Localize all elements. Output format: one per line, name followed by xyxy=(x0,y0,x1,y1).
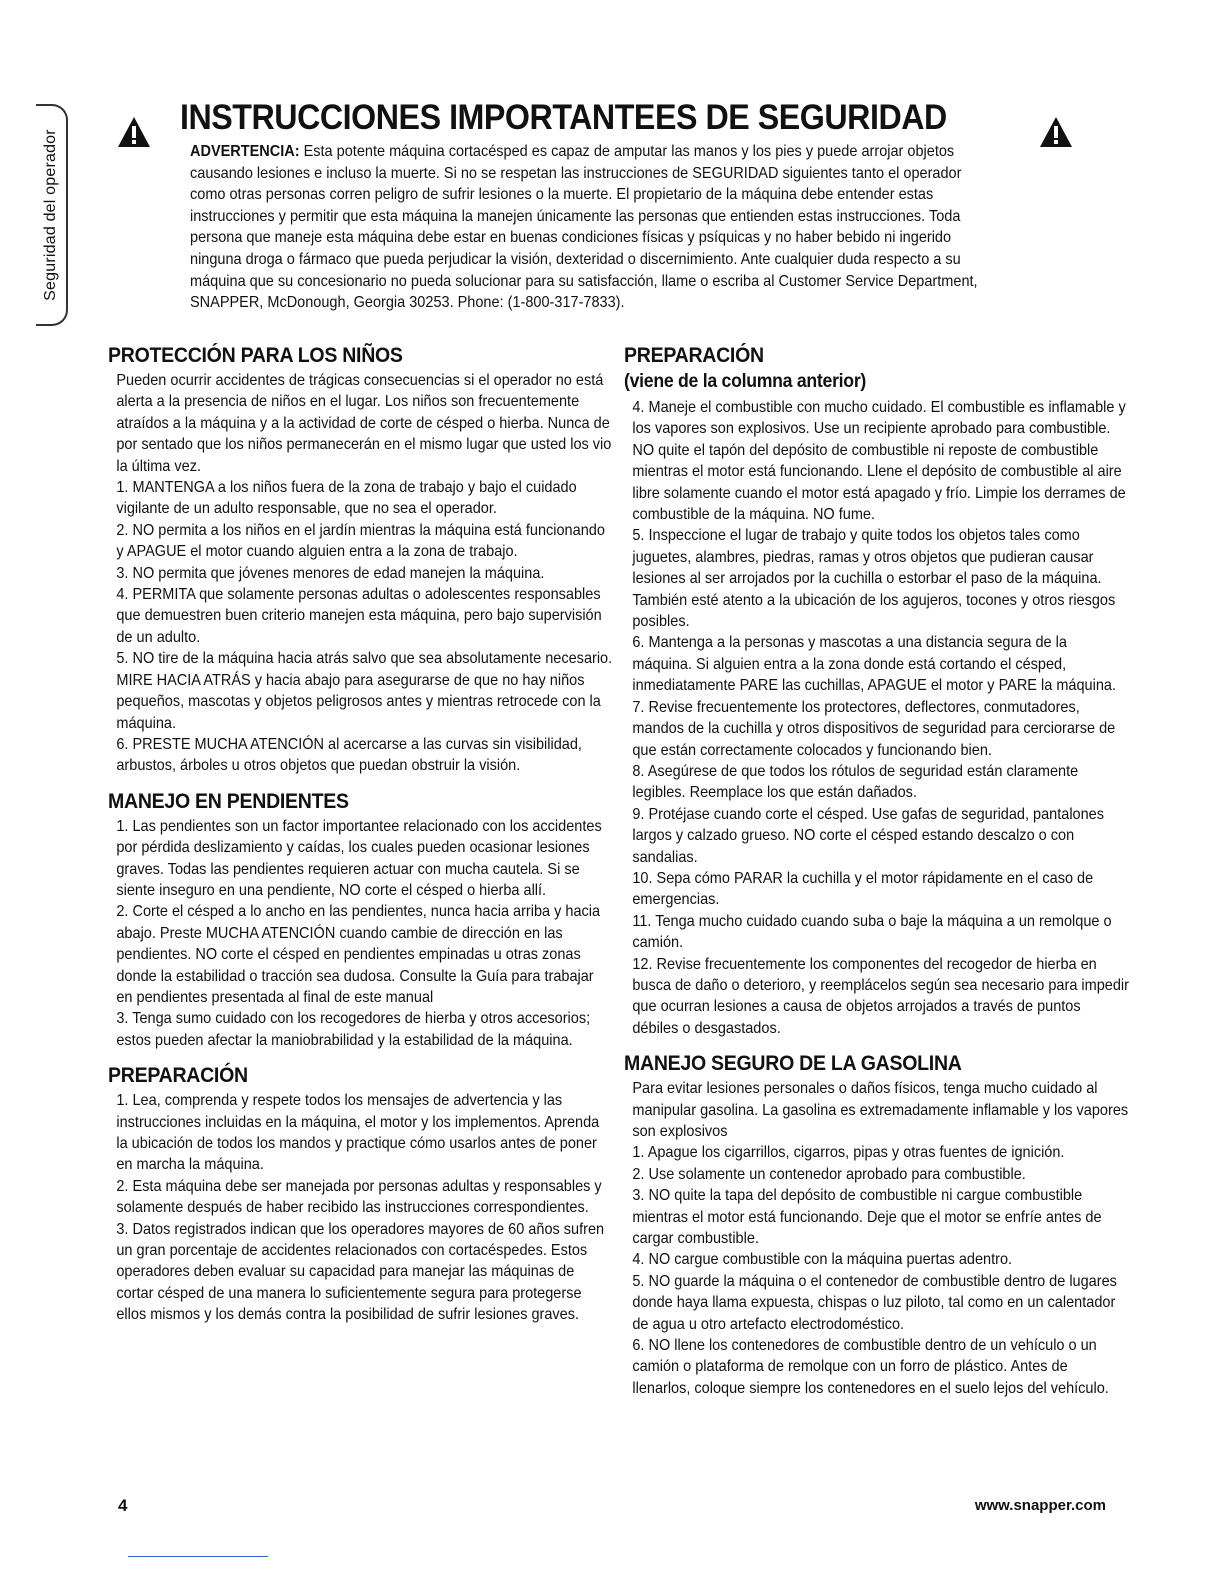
paragraph: 4. NO cargue combustible con la máquina puertas adentro. xyxy=(632,1251,1013,1269)
paragraph: 4. PERMITA que solamente personas adultas o adolescentes responsables que demuestren buen criterio manejen esta máquina, pero bajo supervisión de un adulto. xyxy=(116,586,602,646)
warning-label: ADVERTENCIA: xyxy=(190,143,300,160)
left-column xyxy=(108,343,613,1338)
warning-paragraph xyxy=(190,141,999,314)
section-heading: MANEJO SEGURO DE LA GASOLINA xyxy=(624,1052,962,1076)
paragraph: 1. MANTENGA a los niños fuera de la zona de trabajo y bajo el cuidado vigilante de un adulto responsable, que no sea el operador. xyxy=(116,479,577,518)
section-heading: PREPARACIÓN xyxy=(624,344,764,367)
page-number: 4 xyxy=(118,1496,128,1515)
paragraph: 1. Apague los cigarrillos, cigarros, pipas y otras fuentes de ignición. xyxy=(632,1144,1065,1162)
warning-triangle-icon xyxy=(117,116,151,148)
paragraph: 4. Maneje el combustible con mucho cuidado. El combustible es inflamable y los vapores son explosivos. Use un recipiente aprobado para combustible. NO quite el tapón del depósito de combustible ni reposte de combustible mientras el motor está funcionando. Llene el depósito de combustible al aire libre solamente cuando el motor está apagado y frío. Limpie los derrames de combustible de la máquina. NO fume. xyxy=(632,399,1126,524)
footer-rule xyxy=(128,1556,268,1557)
paragraph: 3. Tenga sumo cuidado con los recogedores de hierba y otros accesorios; estos pueden afectar la maniobrabilidad y la estabilidad de la máquina. xyxy=(116,1010,591,1049)
paragraph: 8. Asegúrese de que todos los rótulos de seguridad están claramente legibles. Reemplace los que están dañados. xyxy=(632,762,1079,802)
section-child-protection xyxy=(108,343,613,777)
page-title: INSTRUCCIONES IMPORTANTEES DE SEGURIDAD xyxy=(180,98,947,137)
paragraph: 11. Tenga mucho cuidado cuando suba o baje la máquina a un remolque o camión. xyxy=(632,912,1112,952)
paragraph: 1. Las pendientes son un factor importantee relacionado con los accidentes por pérdida deslizamiento y caídas, los cuales pueden ocasionar lesiones graves. Todas las pendientes requieren actuar con mucha cautela. Si se siente inseguro en una pendiente, NO corte el césped o hierba allí. xyxy=(116,817,602,899)
warning-text: Esta potente máquina cortacésped es capaz de amputar las manos y los pies y puede arrojar objetos causando lesiones e incluso la muerte. Si no se respetan las instrucciones de SEGURIDAD siguientes tanto el operador como otras personas corren peligro de sufrir lesiones o la muerte. El propietario de la máquina debe entender estas instrucciones y permitir que esta máquina la manejen únicamente las personas que entienden estas instrucciones. Toda persona que maneje esta máquina debe estar en buenas condiciones físicas y psíquicas y no haber bebido ni ingerido ninguna droga o fármaco que pueda perjudicar la visión, dexteridad o discernimiento. Ante cualquier duda respecto a su máquina que su concesionario no pueda solucionar para su satisfacción, llame o escriba al Customer Service Department, SNAPPER, McDonough, Georgia 30253. Phone: (1-800-317-7833). xyxy=(190,143,978,312)
section-heading: MANEJO EN PENDIENTES xyxy=(108,789,349,813)
paragraph: 9. Protéjase cuando corte el césped. Use gafas de seguridad, pantalones largos y calzado grueso. NO corte el césped estando descalzo o con sandalias. xyxy=(632,805,1105,866)
paragraph: 2. Corte el césped a lo ancho en las pendientes, nunca hacia arriba y hacia abajo. Preste MUCHA ATENCIÓN cuando cambie de dirección en las pendientes. NO corte el césped en pendientes empinadas u otras zonas donde la estabilidad o tracción sea dudosa. Consulte la Guía para trabajar en pendientes presentada al final de este manual xyxy=(116,903,601,1006)
paragraph: 5. NO guarde la máquina o el contenedor de combustible dentro de lugares donde haya llama expuesta, chispas o luz piloto, tal como en un calentador de agua u otro artefacto electrodoméstico. xyxy=(632,1272,1117,1333)
paragraph: 3. NO permita que jóvenes menores de edad manejen la máquina. xyxy=(116,564,545,582)
paragraph: 1. Lea, comprenda y respete todos los mensajes de advertencia y las instrucciones incluidas en la máquina, el motor y los implementos. Aprenda la ubicación de todos los mandos y practique cómo usarlos antes de poner en marcha la máquina. xyxy=(116,1092,600,1174)
section-heading: PREPARACIÓN xyxy=(108,1064,248,1088)
paragraph: 7. Revise frecuentemente los protectores, deflectores, conmutadores, mandos de la cuchilla y otros dispositivos de seguridad para cerciorarse de que están correctamente colocados y funcionando bien. xyxy=(632,698,1116,759)
section-preparation-continued xyxy=(624,343,1129,1039)
paragraph: 6. NO llene los contenedores de combustible dentro de un vehículo o un camión o plataforma de remolque con un forro de plástico. Antes de llenarlos, coloque siempre los contenedores en el suelo lejos del vehículo. xyxy=(632,1337,1109,1397)
section-heading: PROTECCIÓN PARA LOS NIÑOS xyxy=(108,344,403,367)
side-tab-label: Seguridad del operador xyxy=(42,129,59,301)
paragraph: 6. Mantenga a la personas y mascotas a una distancia segura de la máquina. Si alguien entra a la zona donde está cortando el césped, inmediatamente PARE las cuchillas, APAGUE el motor y PARE la máquina. xyxy=(632,634,1116,695)
right-column xyxy=(624,343,1129,1411)
paragraph: 6. PRESTE MUCHA ATENCIÓN al acercarse a las curvas sin visibilidad, arbustos, árboles u otros objetos que puedan obstruir la visión. xyxy=(116,735,582,775)
paragraph: 3. NO quite la tapa del depósito de combustible ni cargue combustible mientras el motor está funcionando. Deje que el motor se enfríe antes de cargar combustible. xyxy=(632,1187,1102,1248)
paragraph: 5. Inspeccione el lugar de trabajo y quite todos los objetos tales como juguetes, alambres, piedras, ramas y otros objetos que pudieran causar lesiones al ser arrojados por la cuchilla o estorbar el paso de la máquina. También esté atento a la ubicación de los agujeros, tocones y otros riesgos posibles. xyxy=(632,527,1116,631)
section-side-tab xyxy=(36,104,68,326)
paragraph: Para evitar lesiones personales o daños físicos, tenga mucho cuidado al manipular gasolina. La gasolina es extremadamente inflamable y los vapores son explosivos xyxy=(632,1080,1129,1140)
paragraph: 10. Sepa cómo PARAR la cuchilla y el motor rápidamente en el caso de emergencias. xyxy=(632,869,1094,909)
warning-triangle-icon xyxy=(1039,116,1073,148)
paragraph: 2. NO permita a los niños en el jardín mientras la máquina está funcionando y APAGUE el motor cuando alguien entra a la zona de trabajo. xyxy=(116,521,605,561)
paragraph: 12. Revise frecuentemente los componentes del recogedor de hierba en busca de daño o deterioro, y reemplácelos según sea necesario para impedir que ocurran lesiones a causa de objetos arrojados a través de puntos débiles o desgastados. xyxy=(632,955,1129,1037)
section-preparation xyxy=(108,1063,613,1325)
section-slopes xyxy=(108,789,613,1051)
section-gasoline-safety xyxy=(624,1051,1129,1399)
section-subheading: (viene de la columna anterior) xyxy=(624,371,867,392)
website-url: www.snapper.com xyxy=(974,1497,1106,1514)
paragraph: 3. Datos registrados indican que los operadores mayores de 60 años sufren un gran porcentaje de accidentes relacionados con cortacéspedes. Estos operadores deben evaluar su capacidad para manejar las máquinas de cortar césped de una manera lo suficientemente segura para protegerse ellos mismos y los demás contra la posibilidad de sufrir lesiones graves. xyxy=(116,1220,605,1324)
paragraph: Pueden ocurrir accidentes de trágicas consecuencias si el operador no está alerta a la presencia de niños en el lugar. Los niños son frecuentemente atraídos a la máquina y a la actividad de corte de césped o hierba. Nunca de por sentado que los niños permanecerán en el mismo lugar que usted los vio la última vez. xyxy=(116,372,612,475)
paragraph: 2. Use solamente un contenedor aprobado para combustible. xyxy=(632,1165,1026,1183)
paragraph: 2. Esta máquina debe ser manejada por personas adultas y responsables y solamente después de haber recibido las instrucciones correspondientes. xyxy=(116,1177,602,1217)
paragraph: 5. NO tire de la máquina hacia atrás salvo que sea absolutamente necesario. MIRE HACIA ATRÁS y hacia abajo para asegurarse de que no hay niños pequeños, mascotas y objetos peligrosos antes y mientras retrocede con la máquina. xyxy=(116,650,613,732)
